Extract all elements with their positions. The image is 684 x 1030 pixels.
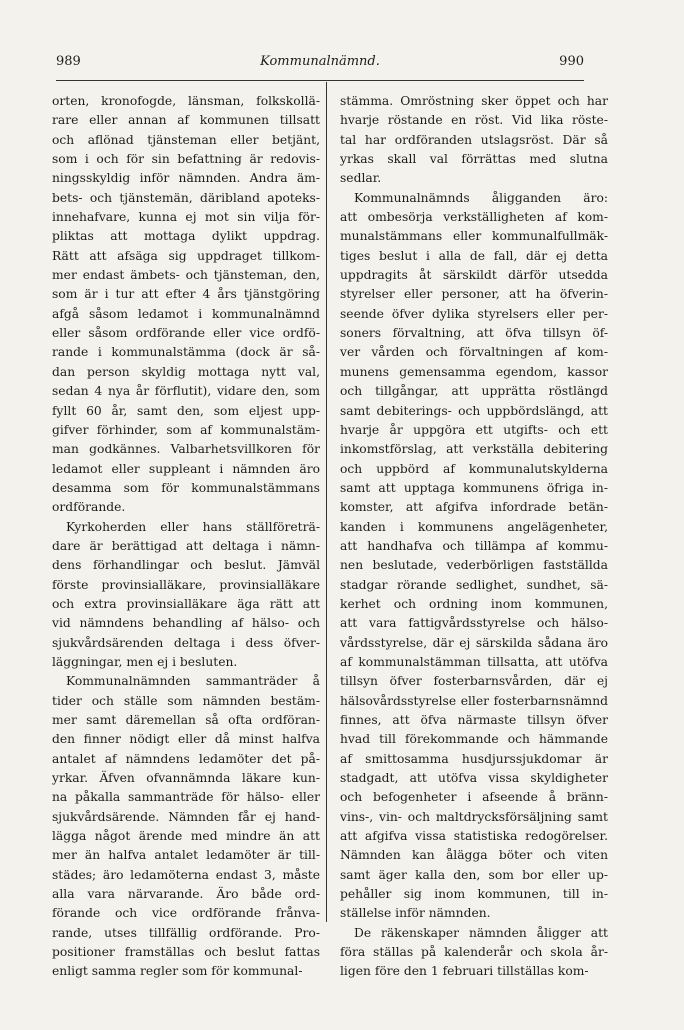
text-line: orten, kronofogde, länsman, folkskollä- (52, 94, 320, 108)
text-line: munens gemensamma egendom, kassor (340, 364, 608, 379)
text-line: lägga något ärende med mindre än att (52, 829, 320, 844)
text-line: vid nämndens behandling af hälso- och (52, 616, 320, 631)
text-line: som är i tur att efter 4 års tjänstgöring (52, 287, 320, 302)
text-line: uppdragits åt särskildt därför utsedda (340, 268, 608, 283)
text-line: att handhafva och tillämpa af kommu- (340, 538, 608, 553)
text-line: antalet af nämndens ledamöter det på- (52, 751, 320, 766)
text-line: rare eller annan af kommunen tillsatt (52, 113, 320, 128)
text-line: ordförande. (52, 500, 126, 515)
text-line: mer än halfva antalet ledamöter är till- (52, 848, 320, 863)
text-line: hälsovårdsstyrelse eller fosterbarnsnämnd (340, 693, 608, 708)
text-line: inkomstförslag, att verkställa debitering (340, 442, 608, 457)
text-line: alla vara närvarande. Äro både ord- (52, 887, 320, 902)
text-line: pliktas att mottaga dylikt uppdrag. (52, 229, 320, 244)
text-line: kanden i kommunens angelägenheter, (340, 519, 608, 534)
text-line: stämma. Omröstning sker öppet och har (340, 94, 608, 108)
text-line: innehafvare, kunna ej mot sin vilja för- (52, 210, 320, 225)
paragraph (52, 92, 320, 518)
text-line: na påkalla sammanträde för hälso- eller (52, 790, 320, 805)
text-line: man godkännes. Valbarhetsvillkoren för (52, 442, 320, 457)
text-line: eller såsom ordförande eller vice ordfö- (52, 326, 320, 341)
text-line: Kyrkoherden eller hans ställföreträ- (66, 519, 320, 534)
text-line: styrelser eller personer, att ha öfverin- (340, 287, 608, 302)
text-line: Kommunalnämnds åligganden äro: (354, 190, 608, 205)
right-column (340, 92, 608, 982)
text-line: kerhet och ordning inom kommunen, (340, 596, 608, 611)
page-number-left: 989 (56, 54, 81, 69)
paragraph (340, 189, 608, 924)
text-line: gifver förhinder, som af kommunalstäm- (52, 422, 320, 437)
text-line: hvad till förekommande och hämmande (340, 732, 608, 747)
paragraph (340, 92, 608, 189)
text-line: dens förhandlingar och beslut. Jämväl (52, 558, 320, 573)
text-line: hvarje år uppgöra ett utgifts- och ett (340, 422, 608, 437)
text-line: att ombesörja verkställigheten af kom- (340, 210, 608, 225)
text-line: tillsyn öfver fosterbarnsvården, där ej (340, 674, 608, 689)
text-line: och uppbörd af kommunalutskylderna (340, 461, 608, 476)
text-line: rande i kommunalstämma (dock är så- (52, 345, 320, 360)
text-line: läggningar, men ej i besluten. (52, 654, 238, 669)
text-line: ledamot eller suppleant i nämnden äro (52, 461, 320, 476)
left-column (52, 92, 320, 982)
page-number-right: 990 (559, 54, 584, 69)
text-line: enligt samma regler som för kommunal- (52, 964, 303, 979)
text-line: och tillgångar, att upprätta röstlängd (340, 384, 608, 399)
text-line: ligen före den 1 februari tillställas kom- (340, 964, 589, 979)
text-line: vårdsstyrelse, där ej särskilda sådana äro (340, 635, 608, 650)
text-line: Nämnden kan ålägga böter och viten (340, 848, 608, 863)
text-line: sedlar. (340, 171, 382, 186)
text-line: finnes, att öfva närmaste tillsyn öfver (340, 713, 608, 727)
text-line: samt debiterings- och uppbördslängd, att (340, 403, 608, 418)
text-line: hvarje röstande en röst. Vid lika röste- (340, 113, 608, 128)
text-line: föra ställas på kalenderår och skola år- (340, 945, 608, 960)
text-line: mer endast ämbets- och tjänsteman, den, (52, 268, 320, 283)
text-line: yrkar. Äfven ofvannämnda läkare kun- (52, 771, 320, 786)
text-line: den finner nödigt eller då minst halfva (52, 732, 320, 747)
column-divider (326, 82, 327, 922)
text-line: soners förvaltning, att öfva tillsyn öf- (340, 326, 608, 341)
text-line: afgå såsom ledamot i kommunalnämnd (52, 306, 320, 321)
text-line: komster, att afgifva infordrade betän- (340, 500, 608, 515)
text-line: sedan 4 nya år förflutit), vidare den, som (52, 384, 320, 399)
text-line: samt äger kalla den, som bor eller up- (340, 867, 608, 882)
text-line: seende öfver dylika styrelsers eller per- (340, 306, 608, 321)
text-line: dan person skyldig mottaga nytt val, (52, 364, 320, 379)
text-line: tider och ställe som nämnden bestäm- (52, 693, 320, 708)
text-line: ningsskyldig inför nämnden. Andra äm- (52, 171, 320, 186)
text-line: fyllt 60 år, samt den, som eljest upp- (52, 403, 320, 418)
text-line: mer samt däremellan så ofta ordföran- (52, 713, 320, 727)
text-line: vins-, vin- och maltdrycksförsäljning samt (340, 809, 608, 824)
text-line: som i och för sin befattning är redovis- (52, 152, 320, 167)
text-line: och befogenheter i afseende å bränn- (340, 790, 608, 805)
header-rule (56, 80, 584, 81)
text-line: tiges beslut i alla de fall, där ej detta (340, 248, 608, 263)
text-line: ver vården och förvaltningen af kom- (340, 345, 608, 360)
text-line: sjukvårdsärenden deltaga i dess öfver- (52, 635, 320, 650)
text-line: förste provinsialläkare, provinsialläkare (52, 577, 320, 592)
text-line: stadgar rörande sedlighet, sundhet, sä- (340, 577, 608, 592)
text-line: De räkenskaper nämnden åligger att (354, 925, 608, 940)
paragraph (340, 924, 608, 982)
paragraph (52, 672, 320, 982)
text-line: tal har ordföranden utslagsröst. Där så (340, 132, 608, 147)
text-line: och extra provinsialläkare äga rätt att (52, 596, 320, 611)
text-line: Kommunalnämnden sammanträder å (66, 674, 320, 689)
text-line: munalstämmans eller kommunalfullmäk- (340, 229, 608, 244)
text-line: bets- och tjänstemän, däribland apoteks- (52, 190, 320, 205)
text-line: sjukvårdsärende. Nämnden får ej hand- (52, 809, 320, 824)
text-line: att vara fattigvårdsstyrelse och hälso- (340, 616, 608, 631)
page-header (56, 54, 584, 72)
text-line: nen beslutade, vederbörligen fastställda (340, 558, 608, 573)
text-line: ställelse inför nämnden. (340, 906, 491, 921)
text-line: att afgifva vissa statistiska redogörelser. (340, 829, 608, 844)
text-line: rande, utses tillfällig ordförande. Pro- (52, 925, 320, 940)
text-line: och aflönad tjänsteman eller betjänt, (52, 132, 320, 147)
text-line: pehåller sig inom kommunen, till in- (340, 887, 608, 902)
text-line: yrkas skall val förrättas med slutna (340, 152, 608, 167)
text-line: samt att upptaga kommunens öfriga in- (340, 480, 608, 495)
text-line: Rätt att afsäga sig uppdraget tillkom- (52, 248, 320, 263)
text-line: af kommunalstämman tillsatta, att utöfva (340, 654, 608, 669)
text-line: positioner framställas och beslut fattas (52, 945, 320, 960)
running-title: Kommunalnämnd. (260, 54, 380, 69)
text-line: dare är berättigad att deltaga i nämn- (52, 538, 320, 553)
text-line: städes; äro ledamöterna endast 3, måste (52, 867, 320, 882)
paragraph (52, 518, 320, 673)
text-line: af smittosamma husdjurssjukdomar är (340, 751, 608, 766)
text-line: stadgadt, att utöfva vissa skyldigheter (340, 771, 608, 786)
text-line: desamma som för kommunalstämmans (52, 480, 320, 495)
text-line: förande och vice ordförande frånva- (52, 906, 320, 921)
